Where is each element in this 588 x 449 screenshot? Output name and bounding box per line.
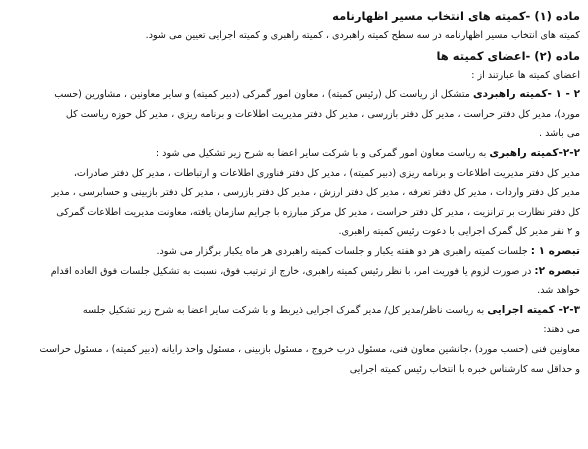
note-2-text: در صورت لزوم یا فوریت امر، با نظر رئیس کمیته راهبری، خارج از ترتیب فوق، نسبت به تشکیل جلسات فوق العاده اقدام — [50, 265, 532, 277]
section-2-2-line-4: کل دفتر نظارت بر ترانزیت ، مدیر کل دفتر حراست ، مدیر کل مرکز مبارزه با جرایم سازمان یافته، معاونت مدیریت اطلاعات گمرکی — [56, 206, 580, 218]
article-2-heading: ماده (۲) -اعضای کمیته ها — [436, 48, 580, 63]
note-2-label: تبصره ۲: — [534, 264, 580, 277]
section-2-2-text: به ریاست معاون امور گمرکی و با شرکت سایر اعضا به شرح زیر تشکیل می شود : — [155, 147, 487, 159]
section-2-2-line-5: و ۲ نفر مدیر کل گمرک اجرایی با دعوت رئیس کمیته راهبری. — [338, 226, 580, 238]
note-1-label: تبصره ۱ : — [530, 244, 580, 257]
section-2-2-line-2: مدیر کل دفتر مدیریت اطلاعات و برنامه ریزی (دبیر کمیته) ، مدیر کل دفتر فناوری اطلاعات و ارتباطات ، مدیر کل دفتر صادرات، — [73, 167, 580, 179]
note-2-continuation: خواهد شد. — [537, 285, 580, 297]
section-2-1-label: ۲ - ۱ -کمیته راهبردی — [472, 88, 580, 101]
section-2-1-line-3: می باشد . — [539, 128, 580, 140]
section-2-1-line-2: مورد)، مدیر کل دفتر حراست ، مدیر کل دفتر بازرسی ، مدیر کل دفتر مدیریت اطلاعات و برنامه ریزی ، مدیر کل حوزه ریاست کل — [65, 108, 580, 120]
note-1 — [6, 242, 580, 262]
section-2-3-line-1 — [6, 301, 580, 321]
section-2-1-line-1 — [6, 85, 580, 105]
section-2-2-label: ۲-۲-کمیته راهبری — [489, 146, 580, 159]
section-2-3-line-4: و حداقل سه کارشناس خبره با انتخاب رئیس کمیته اجرایی — [349, 363, 580, 375]
page-bottom-edge — [0, 445, 588, 449]
section-2-3-label: ۲-۳- کمیته اجرایی — [487, 303, 580, 316]
article-1-body: کمیته های انتخاب مسیر اظهارنامه در سه سطح کمیته راهبردی ، کمیته راهبری و کمیته اجرایی تعیین می شود. — [145, 30, 580, 41]
article-2-intro: اعضای کمیته ها عبارتند از : — [471, 69, 580, 81]
section-2-3-line-2: می دهند: — [543, 324, 580, 336]
section-2-1-text: متشکل از ریاست کل (رئیس کمیته) ، معاون امور گمرکی (دبیر کمیته) و سایر معاونین ، مشاورین (حسب — [54, 89, 470, 101]
article-1-heading: ماده (۱) -کمیته های انتخاب مسیر اظهارنامه — [332, 9, 580, 23]
section-2-3-line-3: معاونین فنی (حسب مورد) ،جانشین معاون فنی، مسئول درب خروج ، مسئول بازبینی ، مسئول واحد رایانه (دبیر کمیته) ، مسئول حراست — [39, 343, 580, 355]
section-2-2-line-1 — [6, 144, 580, 164]
section-2-3-text: به ریاست ناظر/مدیر کل/ مدیر گمرک اجرایی ذیربط و با شرکت سایر اعضا به شرح زیر تشکیل جلسه — [82, 304, 485, 316]
section-2-2-line-3: مدیر کل دفتر واردات ، مدیر کل دفتر تعرفه ، مدیر کل دفتر ارزش ، مدیر کل دفتر بازرسی ، مدیر کل دفتر بازبینی و حسابرسی ، مدیر — [51, 187, 580, 199]
note-2 — [6, 262, 580, 282]
note-1-text: جلسات کمیته راهبری هر دو هفته یکبار و جلسات کمیته راهبردی هر ماه یکبار برگزار می شود. — [156, 245, 528, 257]
